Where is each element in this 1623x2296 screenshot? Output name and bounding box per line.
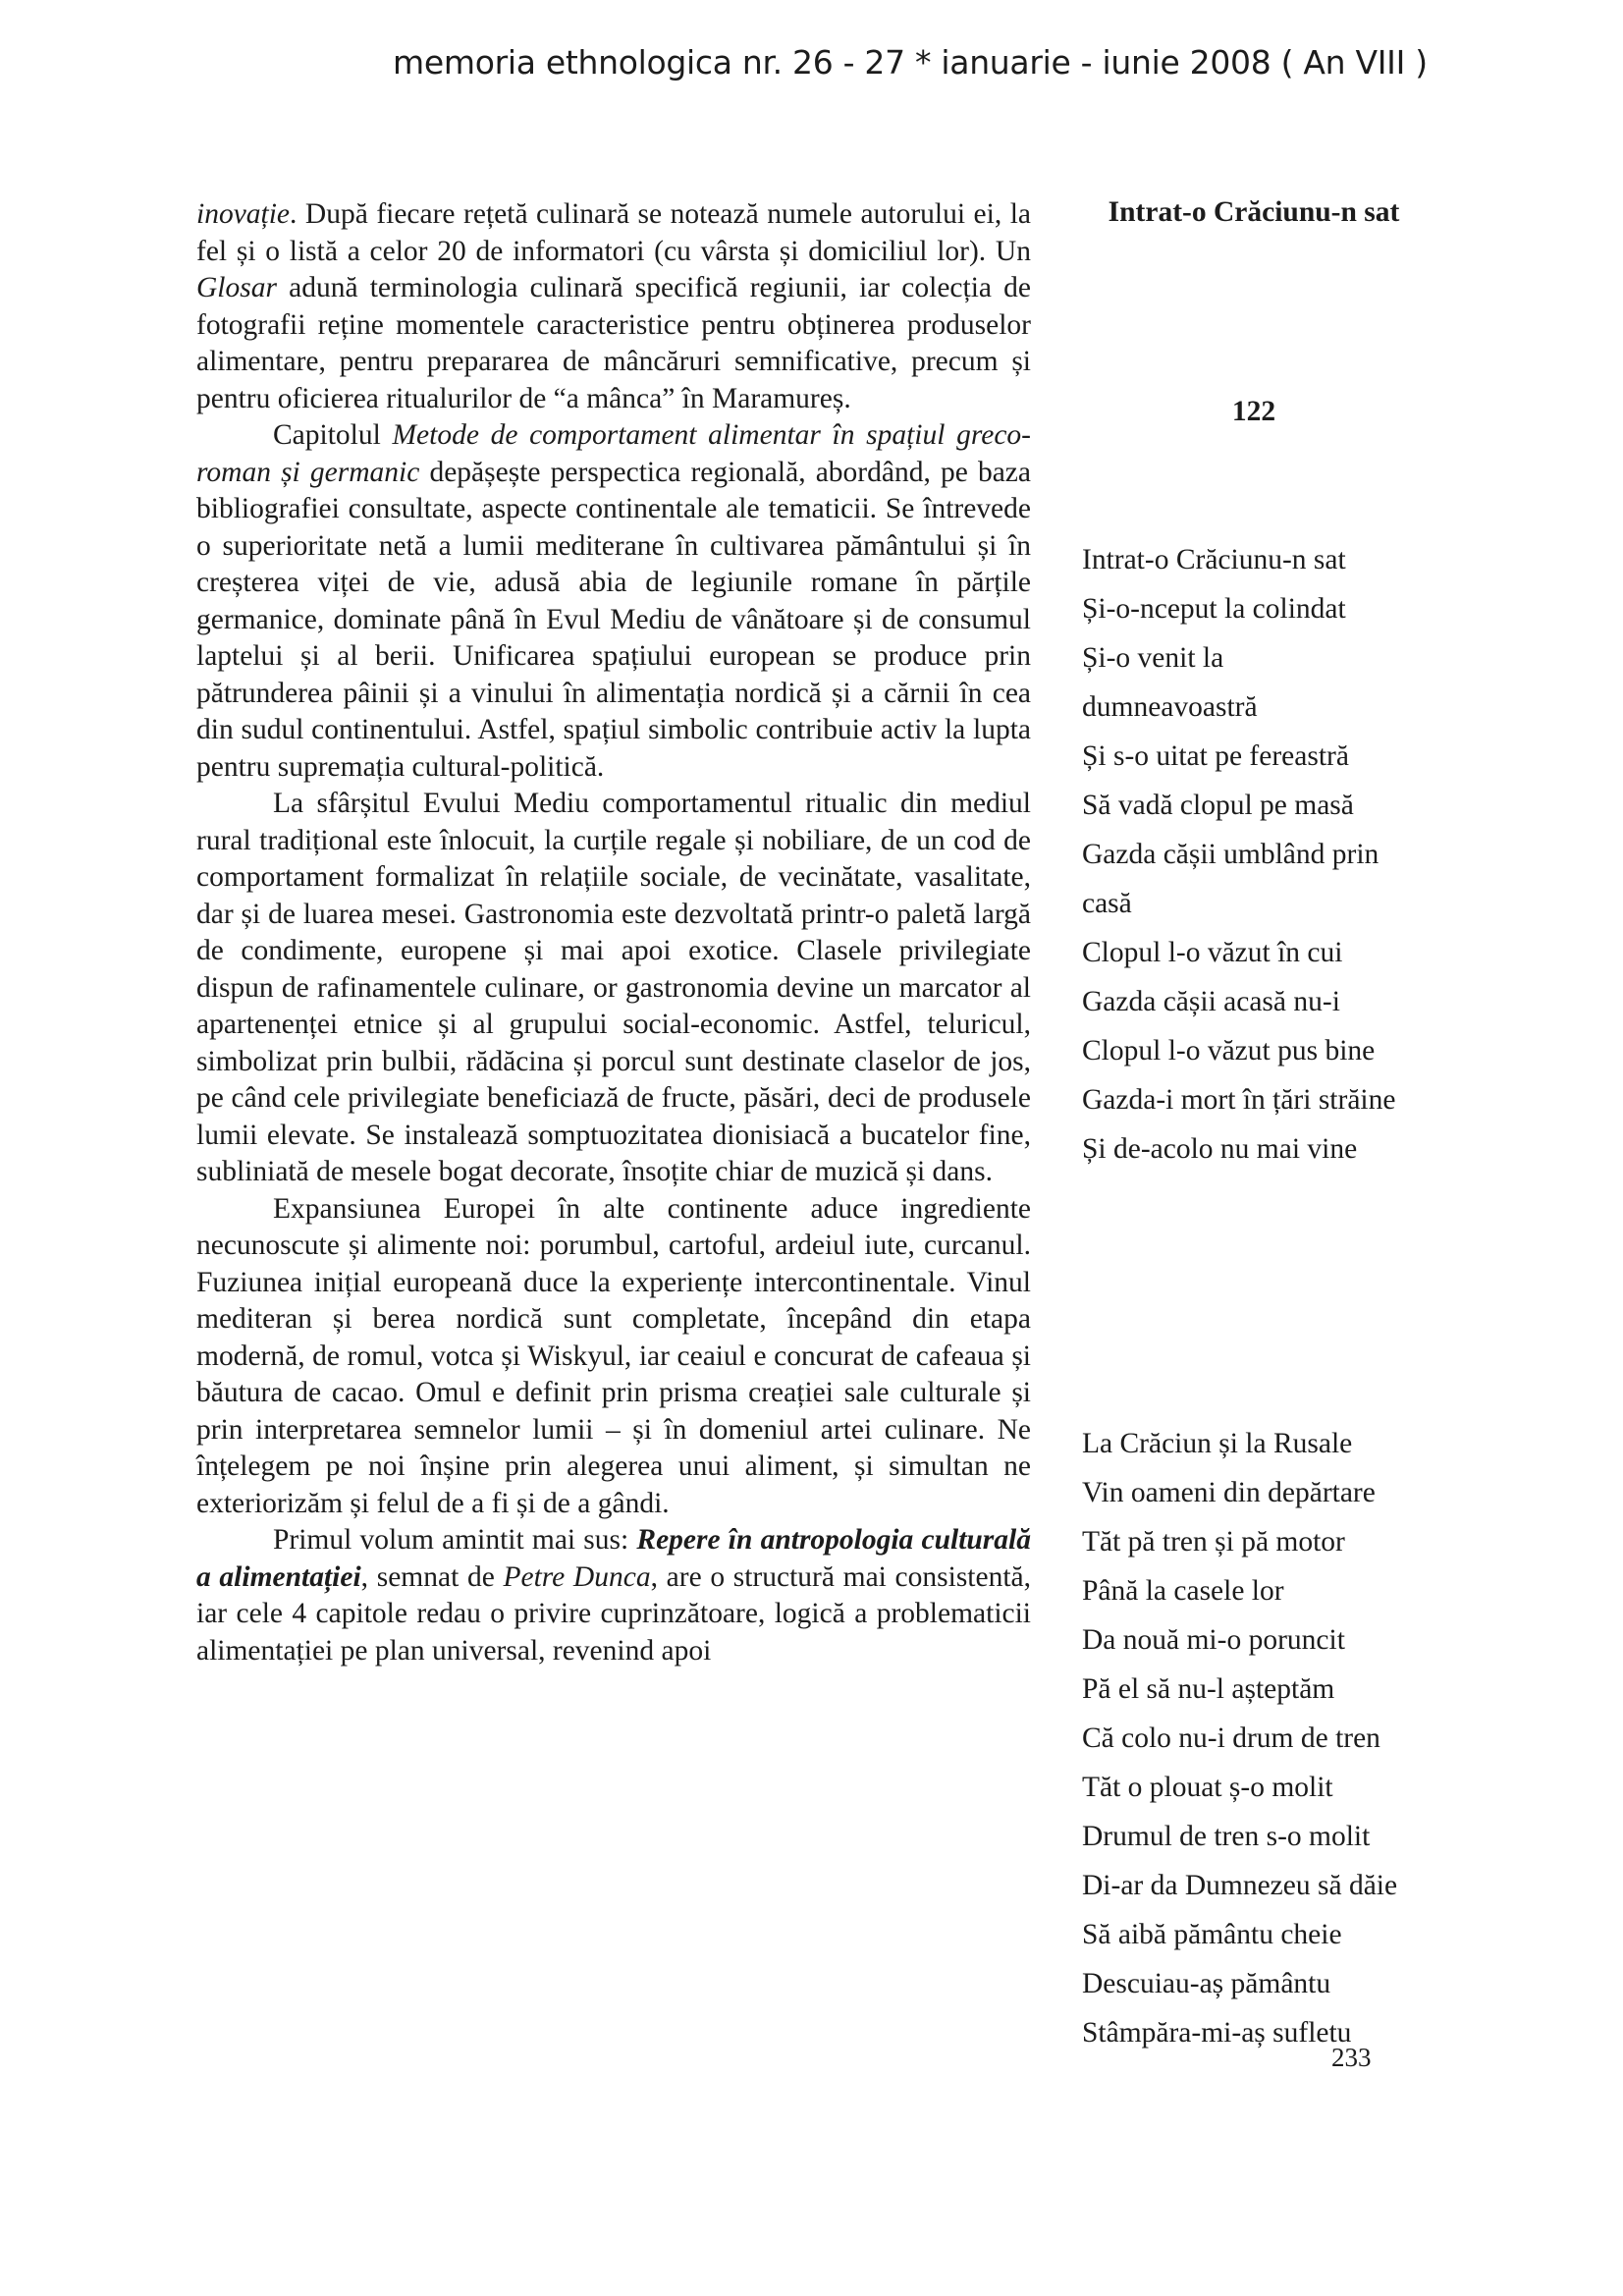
poem-stanza-1 [1082,535,1426,1174]
poem-line: Că colo nu-i drum de tren [1082,1722,1380,1754]
paragraph-5-text-c: , are o structură mai consistentă, iar cele 4 capitole redau o privire cuprinzătoare, logică a problematicii alimentației pe plan universal, revenind apoi [196,1560,1032,1667]
poem-line: Și s-o uitat pe fereastră [1082,740,1349,772]
poem-line: Și-o-nceput la colindat [1082,593,1346,625]
paragraph-5 [196,1522,1031,1669]
poem-line: Și-o venit la [1082,642,1224,674]
poem-line: Da nouă mi-o poruncit [1082,1624,1345,1656]
paragraph-2-text-b: depășește perspectica regională, abordând, pe baza bibliografiei consultate, aspecte continentale ale tematicii. Se întrevede o superioritate netă a lumii mediterane în cultivarea pământului și în creșterea viței de vie, adusă abia de legiunile romane în părțile germanice, dominate până în Evul Mediu de vânătoare și de consumul laptelui și al berii. Unificarea spațiului european se produce prin pătrunderea pâinii și a vinului în alimentația nordică și a cărnii în cea din sudul continentului. Astfel, spațiul simbolic contribuie activ la lupta pentru supremația cultural-politică. [196,456,1031,783]
book-title: Repere în antropologia culturală a alimentației [196,1524,1031,1593]
page-number: 233 [1331,2043,1372,2072]
journal-header: memoria ethnologica nr. 26 - 27 * ianuarie - iunie 2008 ( An VIII ) [393,43,1428,82]
paragraph-4: Expansiunea Europei în alte continente aduce ingrediente necunoscute și alimente noi: porumbul, cartoful, ardeiul iute, curcanul. Fuziunea inițial europeană duce la experiențe intercontinentale. Vinul mediteran și berea nordică sunt completate, începând din etapa modernă, de romul, votca și Wiskyul, iar ceaiul e concurat de cafeaua și băutura de cacao. Omul e definit prin prisma creației sale culturale și prin interpretarea semnelor lumii – și în domeniul artei culinare. Ne înțelegem pe noi înșine prin alegerea unui aliment, și simultan ne exteriorizăm și felul de a fi și de a gândi. [196,1192,1031,1519]
poem-line: casă [1082,888,1132,919]
poem-number: 122 [1231,396,1276,427]
poem-line: Intrat-o Crăciunu-n sat [1082,544,1346,575]
poem-line: Gazda cășii umblând prin [1082,839,1380,870]
emphasis-glosar: Glosar [196,272,277,303]
paragraph-1 [196,196,1031,417]
poem-line: Stâmpăra-mi-aș sufletu [1082,2017,1352,2049]
poem-line: Până la casele lor [1082,1575,1284,1607]
poem-line: La Crăciun și la Rusale [1082,1428,1353,1459]
poem-line: Tăt pă tren și pă motor [1082,1526,1345,1558]
poem-line: Di-ar da Dumnezeu să dăie [1082,1870,1398,1901]
poem-line: Gazda-i mort în țări străine [1082,1084,1396,1116]
chapter-title: Metode de comportament alimentar în spațiul greco-roman și germanic [196,419,1031,488]
poem-line: Gazda cășii acasă nu-i [1082,986,1340,1017]
poem-line: Clopul l-o văzut în cui [1082,937,1343,968]
paragraph-3: La sfârșitul Evului Mediu comportamentul ritualic din mediul rural tradițional este înlocuit, la curțile regale și nobiliare, de un cod de comportament formalizat în relațiile sociale, de vecinătate, vasalitate, dar și de luarea mesei. Gastronomia este dezvoltată printr-o paletă largă de condimente, europene și mai apoi exotice. Clasele privilegiate dispun de rafinamentele culinare, or gastronomia devine un marcator al apartenenței etnice și al grupului social-economic. Astfel, teluricul, simbolizat prin bulbii, rădăcina și porcul sunt destinate claselor de jos, pe când cele privilegiate beneficiază de fructe, păsări, deci de produsele lumii elevate. Se instalează somptuozitatea dionisiacă a bucatelor fine, subliniată de mesele bogat decorate, însoțite chiar de muzică și dans. [196,788,1031,1187]
poem-line: Drumul de tren s-o molit [1082,1821,1371,1852]
poem-line: Clopul l-o văzut pus bine [1082,1035,1376,1066]
poem-stanza-2 [1082,1419,1426,2057]
emphasis-inovatie: inovație [196,198,291,230]
poem-line: Să aibă pământu cheie [1082,1919,1342,1950]
paragraph-1-text-a: . După fiecare rețetă culinară se notează numele autorului ei, la fel și o listă a celor 20 de informatori (cu vârsta și domiciliul lor). Un [196,198,1031,267]
paragraph-5-text-a: Primul volum amintit mai sus: [273,1524,637,1556]
author-name: Petre Dunca [503,1560,651,1593]
poem-line: dumneavoastră [1082,691,1258,723]
poem-line: Pă el să nu-l așteptăm [1082,1673,1335,1705]
paragraph-2 [196,417,1031,786]
paragraph-5-text-b: , semnat de [360,1560,504,1593]
paragraph-2-text-a: Capitolul [273,419,393,451]
poem-line: Vin oameni din depărtare [1082,1477,1376,1508]
paragraph-1-text-b: adună terminologia culinară specifică regiunii, iar colecția de fotografii reține momentele caracteristice pentru obținerea produselor alimentare, pentru prepararea de mâncăruri semnificative, precum și pentru oficierea ritualurilor de “a mânca” în Maramureș. [196,272,1031,414]
poem-line: Și de-acolo nu mai vine [1082,1133,1358,1165]
poem-line: Descuiau-aș pământu [1082,1968,1331,1999]
poem-title: Intrat-o Crăciunu-n sat [1108,196,1400,228]
poem-line: Să vadă clopul pe masă [1082,790,1354,821]
poem-line: Tăt o plouat ș-o molit [1082,1772,1333,1803]
article-body [196,196,1031,1669]
